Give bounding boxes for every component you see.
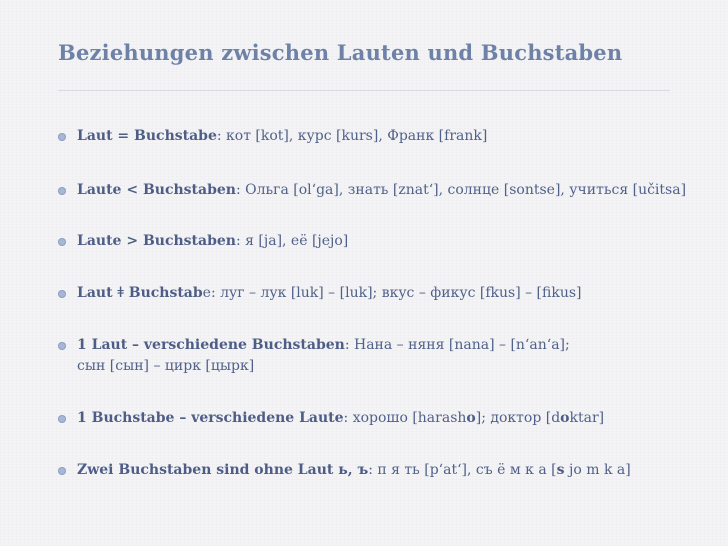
item-heading: Zwei Buchstaben sind ohne Laut ь, ъ xyxy=(77,462,369,478)
item-heading: 1 Buchstabe – verschiedene Laute xyxy=(77,410,344,426)
item-body: e: луг – лук [luk] – [luk]; вкус – фикус [fkus] – [fikus] xyxy=(202,285,582,301)
item-body: ]; доктор [d xyxy=(475,410,561,426)
item-body: : кот [kot], курс [kurs], Франк [frank] xyxy=(216,128,488,144)
bullet-icon xyxy=(58,342,66,350)
list-item-text xyxy=(77,180,686,201)
list-item-text xyxy=(77,335,570,377)
list-item-text xyxy=(77,126,487,147)
item-body: : хорошо [harash xyxy=(343,410,467,426)
item-body: : я [ja], её [jejo] xyxy=(235,233,349,249)
bullet-icon xyxy=(58,467,66,475)
item-body: ktar] xyxy=(569,410,605,426)
item-emphasis: o xyxy=(466,410,476,426)
item-body: : п я ть [p‘at‘], съ ё м к а [ xyxy=(368,462,557,478)
bullet-icon xyxy=(58,133,66,141)
list-item-text xyxy=(77,460,631,481)
bullet-icon xyxy=(58,415,66,423)
item-heading: 1 Laut – verschiedene Buchstaben xyxy=(77,337,345,353)
item-body: jo m k a] xyxy=(564,462,631,478)
list-item-text xyxy=(77,283,582,304)
slide-title: Beziehungen zwischen Lauten und Buchstaben xyxy=(58,40,623,65)
item-heading: Laute > Buchstaben xyxy=(77,233,236,249)
bullet-icon xyxy=(58,238,66,246)
item-body: : Ольга [ol‘ga], знать [znat‘], солнце [sontse], учиться [učitsa] xyxy=(235,182,687,198)
list-item-text xyxy=(77,408,604,429)
item-emphasis: s xyxy=(556,462,565,478)
item-heading: Laut ǂ Buchstab xyxy=(77,285,203,301)
item-body-line2: сын [сын] – цирк [цырк] xyxy=(77,358,255,374)
item-heading: Laute < Buchstaben xyxy=(77,182,236,198)
item-heading: Laut = Buchstabe xyxy=(77,128,217,144)
bullet-icon xyxy=(58,187,66,195)
list-item-text xyxy=(77,231,348,252)
bullet-icon xyxy=(58,290,66,298)
item-body: : Нана – няня [nana] – [n‘an‘a]; xyxy=(344,337,570,353)
item-emphasis: o xyxy=(560,410,570,426)
